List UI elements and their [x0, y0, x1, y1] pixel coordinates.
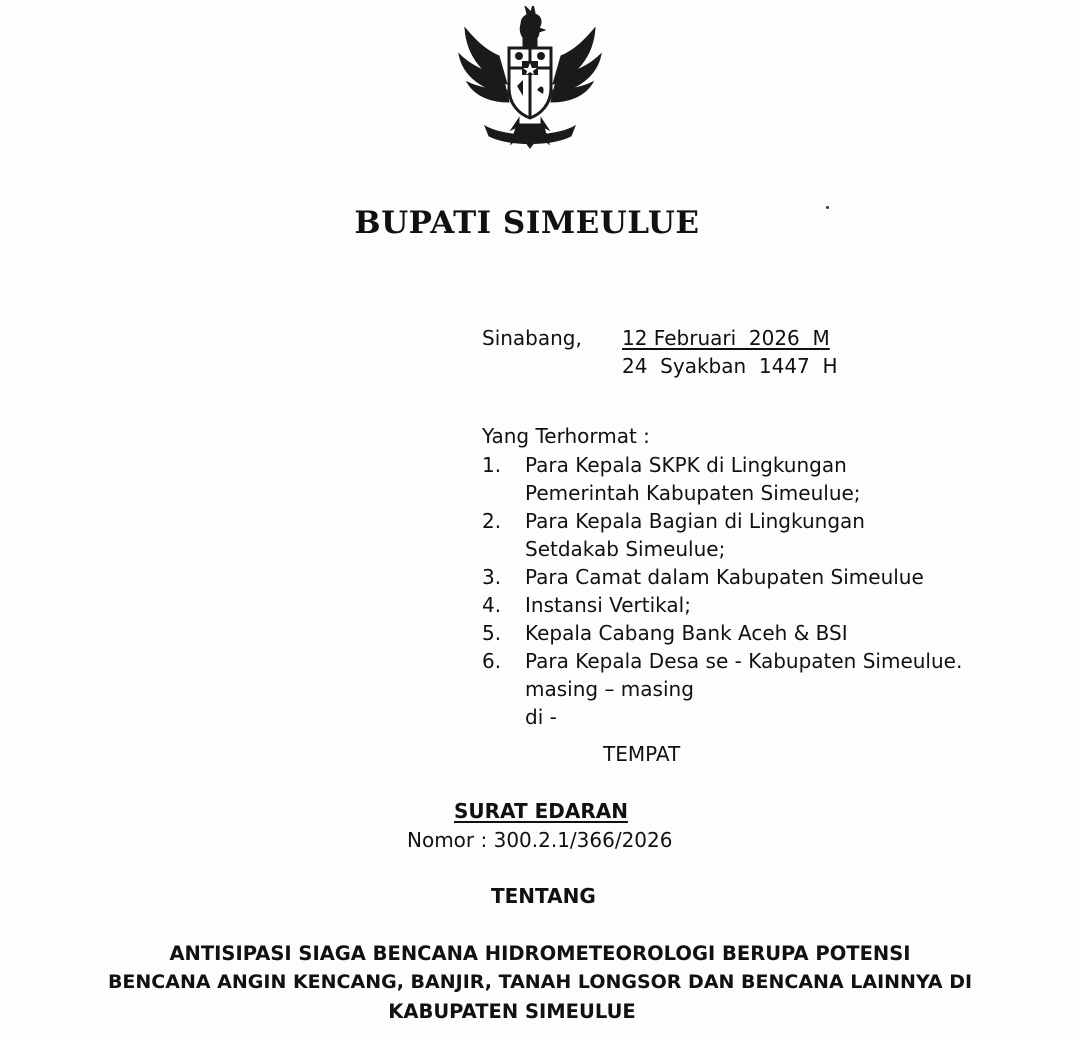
subject-line: ANTISIPASI SIAGA BENCANA HIDROMETEOROLOGI BERUPA POTENSI: [169, 942, 911, 965]
list-item-number: 4.: [482, 593, 502, 617]
scan-speck: [826, 206, 829, 209]
date-gregorian: 12 Februari 2026 M: [622, 326, 830, 350]
list-item-number: 3.: [482, 565, 502, 589]
masing-masing: masing – masing: [525, 677, 694, 701]
list-item-number: 5.: [482, 621, 502, 645]
list-item-text: Para Kepala SKPK di Lingkungan: [525, 453, 847, 477]
letter-type: SURAT EDARAN: [454, 799, 628, 823]
about-label: TENTANG: [491, 884, 596, 908]
list-item-text: Pemerintah Kabupaten Simeulue;: [525, 481, 861, 505]
list-item-number: 6.: [482, 649, 502, 673]
salutation: Yang Terhormat :: [482, 424, 650, 448]
subject-line: BENCANA ANGIN KENCANG, BANJIR, TANAH LONGSOR DAN BENCANA LAINNYA DI: [107, 971, 973, 993]
list-item-text: Instansi Vertikal;: [525, 593, 691, 617]
list-item-number: 1.: [482, 453, 502, 477]
list-item-number: 2.: [482, 509, 502, 533]
list-item-text: Para Kepala Desa se - Kabupaten Simeulue.: [525, 649, 963, 673]
date-place: Sinabang,: [482, 326, 582, 350]
list-item-text: Para Kepala Bagian di Lingkungan: [525, 509, 865, 533]
list-item-text: Setdakab Simeulue;: [525, 537, 726, 561]
tempat: TEMPAT: [603, 742, 681, 766]
di-line: di -: [525, 705, 557, 729]
date-hijri: 24 Syakban 1447 H: [622, 354, 838, 378]
letter-number: Nomor : 300.2.1/366/2026: [407, 828, 673, 852]
issuer-title: BUPATI SIMEULUE: [354, 205, 700, 241]
subject-line: KABUPATEN SIMEULUE: [388, 1000, 636, 1023]
list-item-text: Kepala Cabang Bank Aceh & BSI: [525, 621, 848, 645]
list-item-text: Para Camat dalam Kabupaten Simeulue: [525, 565, 924, 589]
garuda-emblem-icon: [455, 6, 605, 156]
